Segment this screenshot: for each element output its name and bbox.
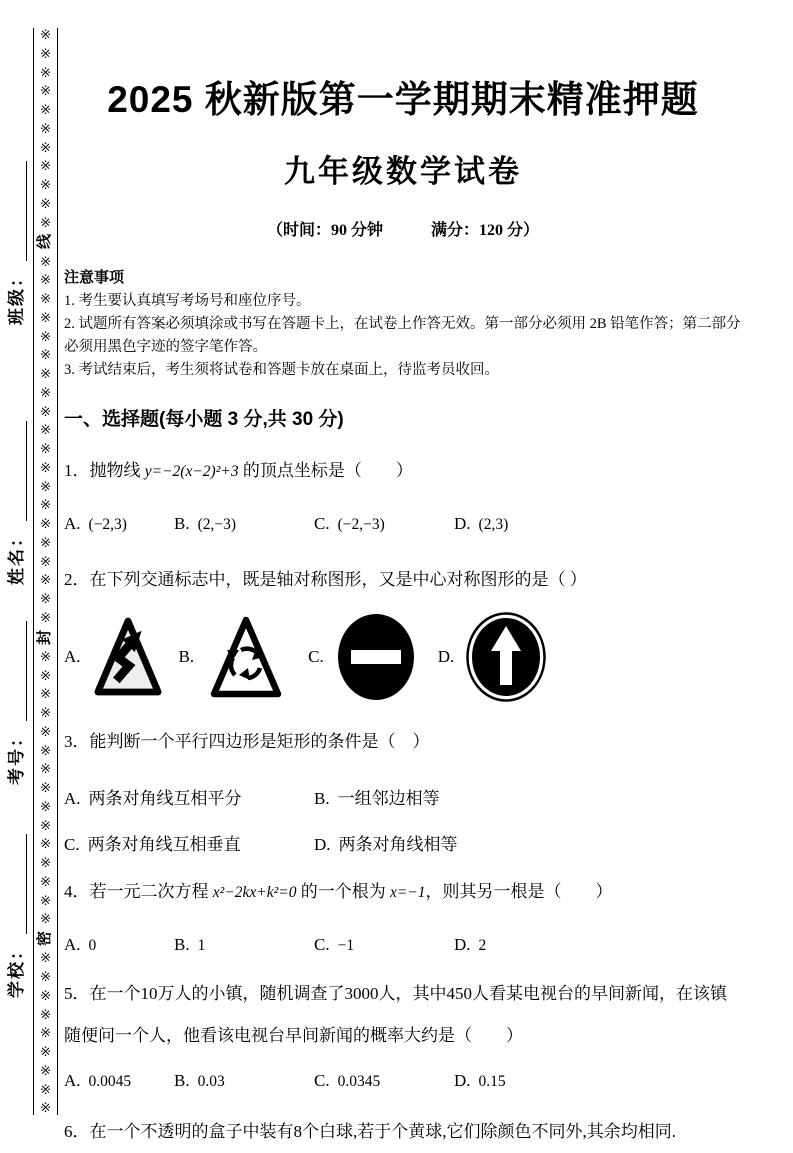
seal-symbol: ※ [39, 1062, 52, 1078]
question-5: 5．在一个10万人的小镇，随机调查了3000人，其中450人看某电视台的早间新闻，在该镇随便问一个人，他看该电视台早间新闻的概率大约是（ ） [64, 983, 727, 1045]
question-3-options-row-1 [64, 784, 742, 809]
seal-symbol: ※ [39, 836, 52, 852]
seal-symbol: ※ [39, 83, 52, 99]
school-fill-line[interactable] [12, 834, 27, 934]
question-6: 6．在一个不透明的盒子中装有8个白球,若于个黄球,它们除颜色不同外,其余均相同. [64, 1121, 676, 1141]
school-field-label: 学校： [7, 941, 27, 998]
seal-symbol: ※ [39, 195, 52, 211]
seal-symbol: ※ [39, 950, 52, 966]
question-4-prefix: 4．若一元二次方程 [64, 881, 213, 901]
seal-symbol: ※ [39, 139, 52, 155]
option-1a: A. (−2,3) [64, 513, 127, 533]
option-5a: A. 0.0045 [64, 1070, 132, 1090]
option-3a: A. 两条对角线互相平分 [64, 788, 242, 808]
question-1-prefix: 1．抛物线 [64, 460, 145, 480]
option-3d: D. 两条对角线相等 [314, 834, 458, 854]
seal-symbol: ※ [39, 309, 52, 325]
option-4d: D. 2 [454, 934, 487, 954]
seal-symbol: ※ [39, 253, 52, 269]
seal-symbol: ※ [39, 742, 52, 758]
class-field-label: 班级： [7, 268, 27, 325]
notice-section [64, 267, 742, 382]
seal-symbol: ※ [39, 969, 52, 984]
seal-symbol: ※ [39, 459, 52, 475]
question-1-options [64, 514, 742, 534]
name-field-label: 姓名： [7, 528, 27, 585]
question-1-formula: y=−2(x−2)²+3 [144, 462, 239, 480]
seal-symbol: ※ [39, 553, 52, 569]
question-4-formula: x²−2kx+k²=0 [212, 883, 297, 901]
seal-symbol: ※ [39, 403, 52, 419]
question-1 [64, 450, 742, 493]
option-4c: C. −1 [314, 934, 355, 954]
seal-symbol: ※ [39, 347, 52, 363]
option-4a: A. 0 [64, 934, 97, 954]
question-4-root: x=−1 [389, 883, 426, 901]
seal-symbol: ※ [39, 873, 52, 889]
exam-number-field [5, 609, 27, 785]
seal-symbol: ※ [39, 1081, 52, 1097]
name-fill-line[interactable] [12, 421, 27, 521]
seal-symbol: ※ [39, 780, 52, 795]
seal-symbol: ※ [39, 892, 52, 908]
seal-symbol: ※ [39, 478, 52, 494]
seal-symbol: ※ [39, 723, 52, 739]
seal-symbol: ※ [39, 366, 52, 381]
seal-char-3: 密 [36, 930, 53, 947]
question-3: 3．能判断一个平行四边形是矩形的条件是（ ） [64, 731, 430, 751]
question-4-mid: 的一个根为 [296, 881, 390, 901]
seal-symbol: ※ [39, 422, 52, 438]
time-score-info: （时间：90 分钟 满分：120 分） [266, 221, 539, 239]
seal-symbol: ※ [39, 798, 52, 814]
seal-symbol: ※ [39, 516, 52, 531]
seal-symbol: ※ [39, 27, 52, 42]
option-3c: C. 两条对角线互相垂直 [64, 834, 241, 854]
seal-symbol: ※ [39, 987, 52, 1003]
option-2d-label: D. [437, 646, 455, 666]
question-5-options [64, 1071, 742, 1091]
exam-number-field-label: 考号： [7, 728, 27, 785]
seal-symbol: ※ [39, 817, 52, 833]
school-field [5, 822, 27, 998]
class-field [5, 149, 27, 325]
class-fill-line[interactable] [12, 161, 27, 261]
seal-symbol: ※ [39, 1006, 52, 1022]
seal-symbol: ※ [39, 686, 52, 702]
option-5b: B. 0.03 [174, 1070, 225, 1090]
seal-symbol: ※ [39, 214, 52, 230]
seal-symbol: ※ [39, 667, 52, 683]
seal-symbol: ※ [39, 1044, 52, 1059]
question-3-options-row-2 [64, 830, 742, 855]
seal-symbol: ※ [39, 1100, 52, 1116]
paper-title: 2025 秋新版第一学期期末精准押题 [107, 79, 699, 120]
seal-symbol: ※ [39, 609, 52, 625]
seal-symbol: ※ [39, 384, 52, 400]
seal-char-1: 线 [36, 234, 53, 250]
notice-heading: 注意事项 [64, 269, 125, 286]
notice-item-2: 2. 试题所有答案必须填涂或书写在答题卡上，在试卷上作答无效。第一部分必须用 2B 铅笔作答；第二部分必须用黑色字迹的签字笔作答。 [64, 315, 741, 355]
name-field [5, 409, 27, 585]
seal-symbol: ※ [39, 102, 52, 117]
section-heading-choice: 一、选择题(每小题 3 分,共 30 分) [64, 408, 344, 430]
seal-symbol: ※ [39, 591, 52, 606]
option-2a-label: A. [64, 646, 81, 666]
notice-item-1: 1. 考生要认真填写考场号和座位序号。 [64, 292, 311, 309]
seal-symbol: ※ [39, 64, 52, 80]
seal-symbol: ※ [39, 648, 52, 664]
notice-item-3: 3. 考试结束后，考生须将试卷和答题卡放在桌面上，待监考员收回。 [64, 361, 499, 378]
option-5d: D. 0.15 [454, 1070, 506, 1090]
option-1c: C. (−2,−3) [314, 513, 385, 533]
option-2c-label: C. [308, 646, 324, 666]
seal-line-strip [33, 28, 58, 1115]
question-4 [64, 871, 742, 914]
question-1-suffix: 的顶点坐标是（ ） [238, 460, 413, 480]
seal-symbol: ※ [39, 441, 52, 456]
paper-subtitle: 九年级数学试卷 [284, 153, 522, 189]
straight-ahead-sign-icon [466, 612, 546, 702]
seal-symbol: ※ [39, 45, 52, 61]
seal-symbol: ※ [39, 761, 52, 777]
seal-symbol: ※ [39, 291, 52, 306]
seal-symbol: ※ [39, 272, 52, 288]
seal-symbol: ※ [39, 158, 52, 174]
option-1d: D. (2,3) [454, 513, 509, 533]
seal-symbol: ※ [39, 534, 52, 550]
seal-symbol: ※ [39, 120, 52, 136]
seal-char-2: 封 [36, 629, 53, 645]
seal-symbol: ※ [39, 497, 52, 513]
exam-number-fill-line[interactable] [12, 621, 27, 721]
exam-paper [64, 0, 742, 1153]
option-5c: C. 0.0345 [314, 1070, 381, 1090]
question-4-suffix: ，则其另一根是（ ） [425, 881, 613, 901]
reverse-curve-sign-icon [93, 613, 163, 701]
seal-symbol: ※ [39, 911, 52, 927]
seal-symbol: ※ [39, 855, 52, 870]
seal-symbol: ※ [39, 328, 52, 344]
question-4-options [64, 935, 742, 955]
option-3b: B. 一组邻边相等 [314, 788, 440, 808]
roundabout-sign-icon [208, 612, 284, 702]
option-4b: B. 1 [174, 934, 206, 954]
seal-symbol: ※ [39, 177, 52, 192]
seal-strip-symbols [34, 28, 57, 1115]
seal-symbol: ※ [39, 705, 52, 720]
seal-symbol: ※ [39, 572, 52, 588]
option-2b-label: B. [178, 646, 195, 666]
question-2: 2．在下列交通标志中，既是轴对称图形，又是中心对称图形的是（ ） [64, 569, 587, 589]
seal-symbol: ※ [39, 1025, 52, 1041]
option-1b: B. (2,−3) [174, 513, 237, 533]
question-2-options [64, 611, 742, 703]
no-entry-sign-icon [336, 612, 416, 702]
